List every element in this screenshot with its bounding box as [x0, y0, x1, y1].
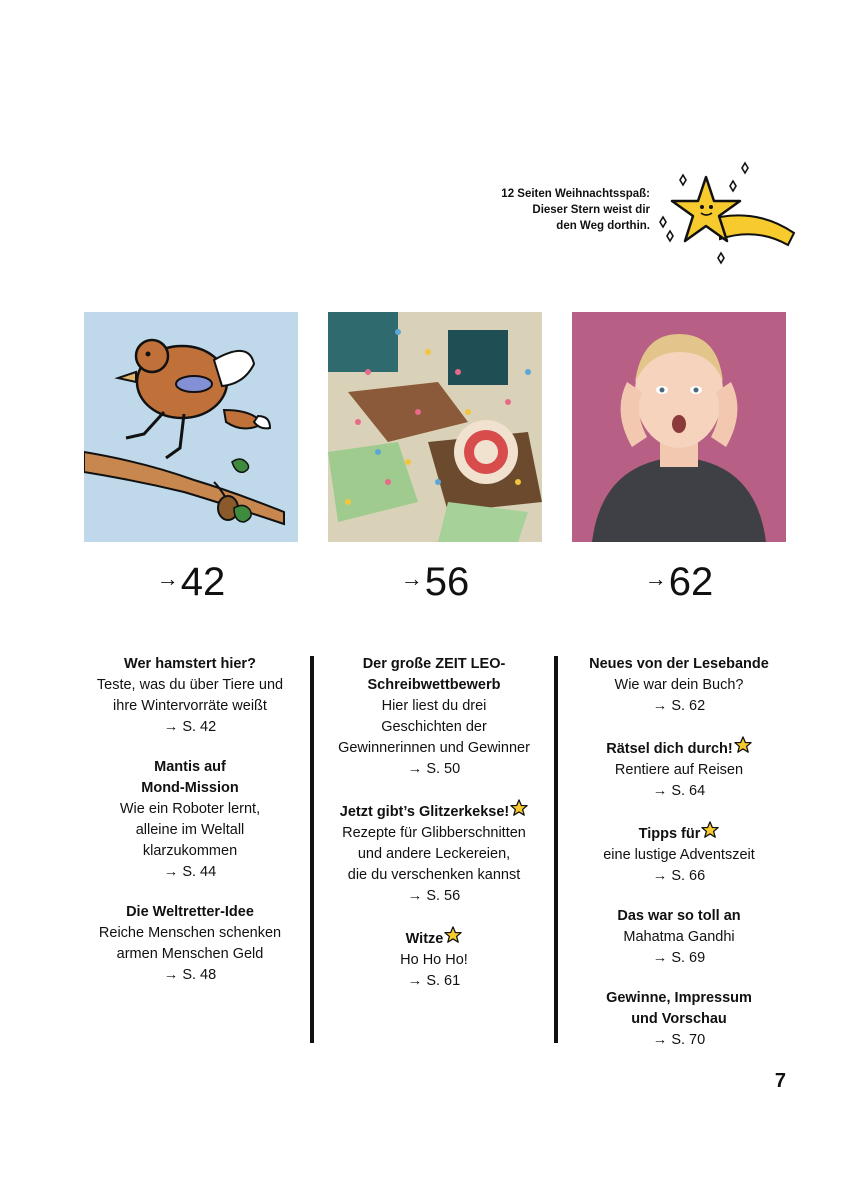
star-note-line1: 12 Seiten Weihnachtsspaß:	[501, 188, 650, 200]
entry-title: Gewinne, Impressum	[606, 990, 752, 1006]
entry-title: Witze	[405, 931, 444, 947]
entry-page-ref: → S. 50	[407, 761, 461, 777]
toc-column-2	[314, 654, 554, 1011]
star-icon	[510, 799, 528, 817]
arrow-right-icon: →	[644, 566, 667, 591]
entry-title: Mond-Mission	[141, 780, 239, 796]
entry-page-ref: → S. 69	[652, 950, 706, 966]
toc-entry[interactable]	[559, 906, 799, 969]
entry-page-ref: → S. 44	[163, 864, 217, 880]
entry-page-ref: → S. 62	[652, 698, 706, 714]
toc-entry[interactable]	[70, 902, 310, 986]
entry-page-ref: → S. 56	[407, 888, 461, 904]
star-note-line2: Dieser Stern weist dir	[532, 204, 650, 216]
teaser-page-56[interactable]	[328, 560, 542, 605]
entry-desc: Rezepte für Glibberschnitten	[342, 825, 526, 841]
toc-entry[interactable]	[314, 654, 554, 780]
toc-entry[interactable]	[559, 988, 799, 1051]
entry-title: Jetzt gibt’s Glitzerkekse!	[339, 804, 510, 820]
entry-desc: Rentiere auf Reisen	[614, 762, 744, 778]
entry-desc: Geschichten der	[381, 719, 487, 735]
teaser-page-number: 56	[424, 560, 470, 604]
entry-title: Schreibwettbewerb	[367, 677, 501, 693]
teaser-page-number: 42	[180, 560, 226, 604]
page-number: 7	[774, 1070, 786, 1092]
entry-page-ref: → S. 61	[407, 973, 461, 989]
star-legend-note	[470, 186, 650, 234]
shooting-star-icon	[648, 155, 798, 273]
entry-desc: und andere Leckereien,	[357, 846, 511, 862]
entry-title: Neues von der Lesebande	[589, 656, 769, 672]
entry-desc: Gewinnerinnen und Gewinner	[338, 740, 530, 756]
entry-title-row	[559, 821, 799, 845]
toc-column-3	[559, 654, 799, 1070]
arrow-right-icon: →	[156, 566, 179, 591]
entry-desc: Mahatma Gandhi	[623, 929, 735, 945]
surprised-girl-photo	[572, 312, 786, 542]
entry-desc: Teste, was du über Tiere und	[96, 677, 284, 693]
entry-title: Rätsel dich durch!	[606, 741, 733, 757]
hamster-bird-illustration	[84, 312, 298, 542]
entry-page-ref: → S. 70	[652, 1032, 706, 1048]
entry-title: und Vorschau	[631, 1011, 727, 1027]
entry-page-ref: → S. 48	[163, 967, 217, 983]
toc-column-1	[70, 654, 310, 1005]
entry-page-ref: → S. 66	[652, 868, 706, 884]
entry-title-row	[559, 736, 799, 760]
toc-entry[interactable]	[559, 736, 799, 802]
glitter-cookies-photo	[328, 312, 542, 542]
star-icon	[444, 926, 462, 944]
toc-entry[interactable]	[314, 799, 554, 907]
entry-desc: alleine im Weltall	[135, 822, 245, 838]
entry-title: Die Weltretter-Idee	[126, 904, 254, 920]
teaser-page-62[interactable]	[572, 560, 786, 605]
entry-title: Tipps für	[638, 826, 701, 842]
toc-entry[interactable]	[559, 654, 799, 717]
star-icon	[701, 821, 719, 839]
entry-desc: eine lustige Adventszeit	[603, 847, 755, 863]
star-note-line3: den Weg dorthin.	[556, 220, 650, 232]
arrow-right-icon: →	[400, 566, 423, 591]
teaser-page-42[interactable]	[84, 560, 298, 605]
column-divider	[554, 656, 558, 1043]
entry-title-row	[314, 799, 554, 823]
entry-desc: ihre Wintervorräte weißt	[113, 698, 267, 714]
teaser-page-number: 62	[668, 560, 714, 604]
entry-title: Das war so toll an	[617, 908, 741, 924]
entry-page-ref: → S. 64	[652, 783, 706, 799]
entry-desc: Reiche Menschen schenken	[98, 925, 282, 941]
toc-entry[interactable]	[559, 821, 799, 887]
entry-desc: Wie ein Roboter lernt,	[119, 801, 261, 817]
entry-title: Der große ZEIT LEO-	[362, 656, 506, 672]
toc-entry[interactable]	[70, 654, 310, 738]
toc-entry[interactable]	[70, 757, 310, 883]
entry-desc: armen Menschen Geld	[116, 946, 264, 962]
entry-page-ref: → S. 42	[163, 719, 217, 735]
star-icon	[734, 736, 752, 754]
entry-desc: die du verschenken kannst	[347, 867, 521, 883]
entry-title-row	[314, 926, 554, 950]
entry-desc: Wie war dein Buch?	[614, 677, 744, 693]
entry-desc: Hier liest du drei	[381, 698, 487, 714]
entry-desc: klarzukommen	[142, 843, 238, 859]
toc-entry[interactable]	[314, 926, 554, 992]
entry-title: Wer hamstert hier?	[124, 656, 256, 672]
entry-title: Mantis auf	[154, 759, 226, 775]
entry-desc: Ho Ho Ho!	[400, 952, 468, 968]
